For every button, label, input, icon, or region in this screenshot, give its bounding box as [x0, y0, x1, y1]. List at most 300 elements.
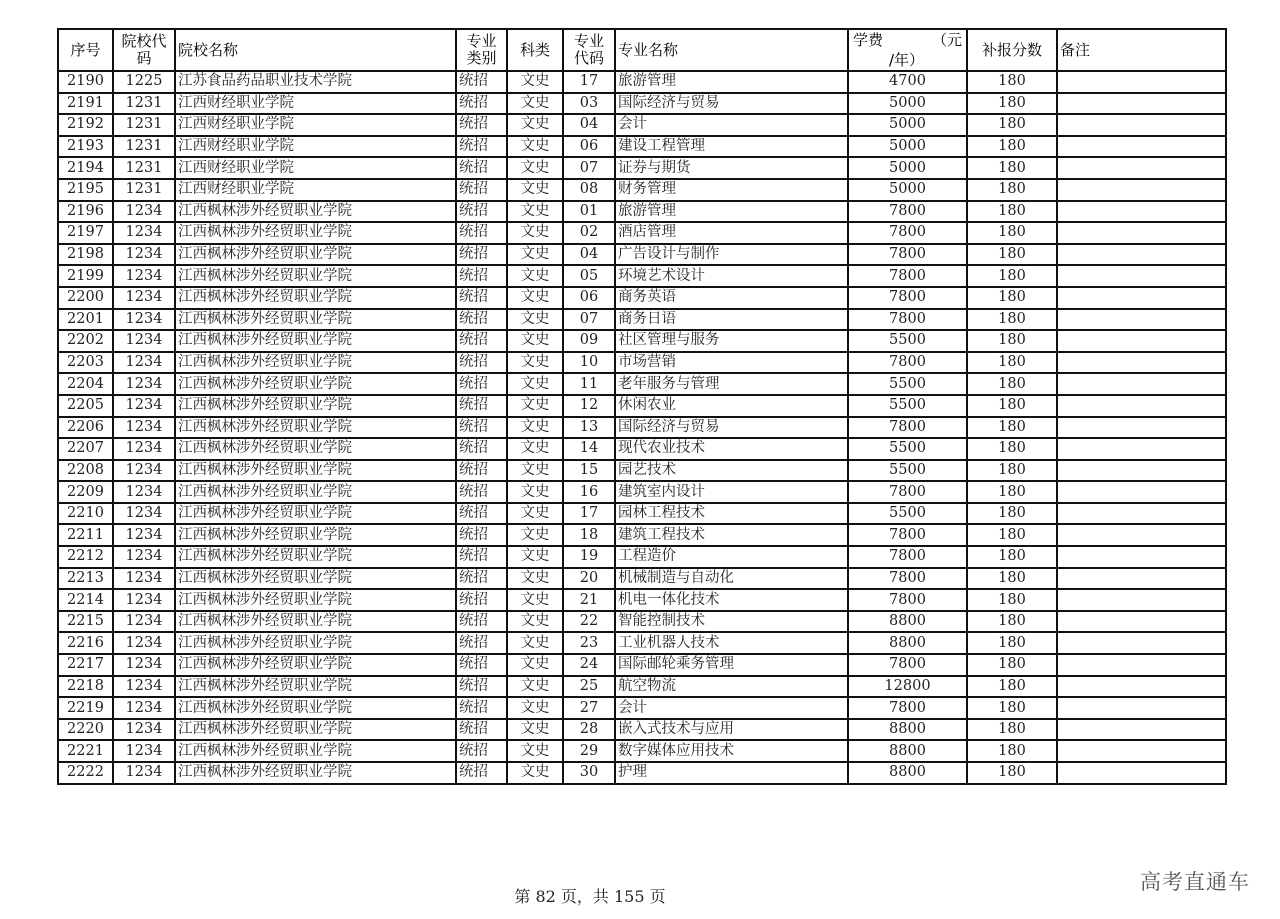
- header-major-code-line2: 代码: [573, 49, 604, 67]
- cell-notes: [1057, 330, 1226, 352]
- cell-school-code: 1234: [113, 762, 175, 784]
- cell-major-type: 统招: [456, 309, 507, 331]
- cell-subject: 文史: [507, 503, 563, 525]
- cell-seq: 2217: [58, 654, 113, 676]
- cell-subject: 文史: [507, 524, 563, 546]
- cell-score: 180: [967, 503, 1057, 525]
- cell-subject: 文史: [507, 589, 563, 611]
- cell-major-code: 30: [563, 762, 615, 784]
- cell-major-type: 统招: [456, 524, 507, 546]
- cell-notes: [1057, 611, 1226, 633]
- cell-score: 180: [967, 654, 1057, 676]
- table-row: [58, 71, 1226, 93]
- cell-notes: [1057, 352, 1226, 374]
- cell-score: 180: [967, 417, 1057, 439]
- cell-notes: [1057, 546, 1226, 568]
- cell-subject: 文史: [507, 417, 563, 439]
- cell-school-name: 江西枫林涉外经贸职业学院: [175, 762, 456, 784]
- cell-school-code: 1234: [113, 287, 175, 309]
- cell-major-code: 07: [563, 309, 615, 331]
- cell-school-code: 1234: [113, 676, 175, 698]
- cell-seq: 2194: [58, 157, 113, 179]
- cell-school-name: 江西枫林涉外经贸职业学院: [175, 568, 456, 590]
- cell-notes: [1057, 201, 1226, 223]
- cell-score: 180: [967, 546, 1057, 568]
- cell-score: 180: [967, 697, 1057, 719]
- cell-school-name: 江苏食品药品职业技术学院: [175, 71, 456, 93]
- page-number: 第 82 页，共 155 页: [514, 887, 666, 906]
- header-subject: [507, 29, 563, 71]
- cell-score: 180: [967, 352, 1057, 374]
- cell-school-name: 江西枫林涉外经贸职业学院: [175, 524, 456, 546]
- cell-seq: 2210: [58, 503, 113, 525]
- header-major-code-line1: 专业: [573, 32, 604, 50]
- cell-seq: 2216: [58, 632, 113, 654]
- cell-seq: 2208: [58, 460, 113, 482]
- cell-fee: 7800: [848, 244, 967, 266]
- watermark: 高考直通车: [1140, 870, 1250, 894]
- cell-notes: [1057, 740, 1226, 762]
- cell-major-code: 04: [563, 244, 615, 266]
- cell-seq: 2198: [58, 244, 113, 266]
- cell-subject: 文史: [507, 136, 563, 158]
- cell-fee: 5500: [848, 438, 967, 460]
- cell-school-name: 江西枫林涉外经贸职业学院: [175, 222, 456, 244]
- cell-notes: [1057, 222, 1226, 244]
- header-notes-label: 备注: [1060, 40, 1091, 59]
- header-school-name-label: 院校名称: [178, 40, 239, 59]
- cell-subject: 文史: [507, 287, 563, 309]
- cell-major-type: 统招: [456, 395, 507, 417]
- header-school-code-line2: 码: [136, 49, 152, 67]
- cell-subject: 文史: [507, 265, 563, 287]
- cell-major-type: 统招: [456, 719, 507, 741]
- cell-score: 180: [967, 438, 1057, 460]
- cell-major-name: 智能控制技术: [615, 611, 848, 633]
- cell-school-code: 1234: [113, 546, 175, 568]
- cell-notes: [1057, 244, 1226, 266]
- cell-notes: [1057, 719, 1226, 741]
- cell-fee: 8800: [848, 762, 967, 784]
- header-fee-unit: （元: [931, 31, 962, 49]
- header-major-name: [615, 29, 848, 71]
- cell-seq: 2195: [58, 179, 113, 201]
- cell-notes: [1057, 265, 1226, 287]
- cell-score: 180: [967, 93, 1057, 115]
- cell-score: 180: [967, 244, 1057, 266]
- table-row: [58, 503, 1226, 525]
- table-row: [58, 460, 1226, 482]
- cell-subject: 文史: [507, 632, 563, 654]
- cell-notes: [1057, 697, 1226, 719]
- cell-score: 180: [967, 395, 1057, 417]
- cell-notes: [1057, 417, 1226, 439]
- cell-score: 180: [967, 71, 1057, 93]
- cell-subject: 文史: [507, 309, 563, 331]
- cell-school-name: 江西枫林涉外经贸职业学院: [175, 417, 456, 439]
- table-row: [58, 136, 1226, 158]
- table-row: [58, 244, 1226, 266]
- cell-major-name: 护理: [615, 762, 848, 784]
- cell-score: 180: [967, 740, 1057, 762]
- cell-fee: 5500: [848, 460, 967, 482]
- cell-notes: [1057, 71, 1226, 93]
- cell-score: 180: [967, 222, 1057, 244]
- cell-major-code: 20: [563, 568, 615, 590]
- cell-major-code: 01: [563, 201, 615, 223]
- cell-notes: [1057, 309, 1226, 331]
- header-notes: [1057, 29, 1226, 71]
- cell-fee: 5000: [848, 179, 967, 201]
- cell-notes: [1057, 114, 1226, 136]
- cell-major-name: 工业机器人技术: [615, 632, 848, 654]
- cell-major-type: 统招: [456, 71, 507, 93]
- cell-major-type: 统招: [456, 438, 507, 460]
- cell-school-name: 江西枫林涉外经贸职业学院: [175, 265, 456, 287]
- cell-major-type: 统招: [456, 157, 507, 179]
- cell-subject: 文史: [507, 546, 563, 568]
- table-row: [58, 589, 1226, 611]
- cell-major-name: 数字媒体应用技术: [615, 740, 848, 762]
- cell-major-code: 21: [563, 589, 615, 611]
- cell-major-code: 22: [563, 611, 615, 633]
- cell-major-code: 18: [563, 524, 615, 546]
- cell-seq: 2192: [58, 114, 113, 136]
- cell-subject: 文史: [507, 762, 563, 784]
- cell-major-code: 24: [563, 654, 615, 676]
- cell-school-code: 1234: [113, 589, 175, 611]
- cell-school-code: 1234: [113, 740, 175, 762]
- table-row: [58, 287, 1226, 309]
- cell-score: 180: [967, 114, 1057, 136]
- cell-major-name: 建筑工程技术: [615, 524, 848, 546]
- cell-fee: 7800: [848, 654, 967, 676]
- cell-subject: 文史: [507, 697, 563, 719]
- cell-school-name: 江西枫林涉外经贸职业学院: [175, 201, 456, 223]
- cell-subject: 文史: [507, 719, 563, 741]
- header-school-code: [113, 29, 175, 71]
- cell-major-type: 统招: [456, 330, 507, 352]
- cell-school-name: 江西枫林涉外经贸职业学院: [175, 740, 456, 762]
- table-row: [58, 654, 1226, 676]
- cell-major-name: 休闲农业: [615, 395, 848, 417]
- cell-school-code: 1231: [113, 114, 175, 136]
- cell-fee: 5500: [848, 330, 967, 352]
- cell-seq: 2219: [58, 697, 113, 719]
- cell-notes: [1057, 395, 1226, 417]
- cell-school-code: 1231: [113, 157, 175, 179]
- cell-school-name: 江西枫林涉外经贸职业学院: [175, 395, 456, 417]
- cell-score: 180: [967, 265, 1057, 287]
- cell-school-name: 江西枫林涉外经贸职业学院: [175, 676, 456, 698]
- table-row: [58, 719, 1226, 741]
- cell-school-code: 1234: [113, 524, 175, 546]
- cell-major-type: 统招: [456, 179, 507, 201]
- table-row: [58, 222, 1226, 244]
- table-row: [58, 179, 1226, 201]
- cell-major-type: 统招: [456, 481, 507, 503]
- cell-notes: [1057, 438, 1226, 460]
- cell-notes: [1057, 654, 1226, 676]
- cell-major-code: 08: [563, 179, 615, 201]
- header-school-name: [175, 29, 456, 71]
- cell-fee: 5000: [848, 157, 967, 179]
- cell-subject: 文史: [507, 157, 563, 179]
- cell-major-type: 统招: [456, 568, 507, 590]
- cell-notes: [1057, 568, 1226, 590]
- cell-seq: 2203: [58, 352, 113, 374]
- cell-fee: 5000: [848, 114, 967, 136]
- cell-school-code: 1234: [113, 352, 175, 374]
- table-body: [58, 71, 1226, 784]
- cell-seq: 2191: [58, 93, 113, 115]
- cell-school-code: 1234: [113, 201, 175, 223]
- cell-major-code: 09: [563, 330, 615, 352]
- cell-school-code: 1234: [113, 373, 175, 395]
- cell-school-code: 1234: [113, 632, 175, 654]
- cell-major-name: 证券与期货: [615, 157, 848, 179]
- cell-subject: 文史: [507, 611, 563, 633]
- cell-major-name: 老年服务与管理: [615, 373, 848, 395]
- cell-subject: 文史: [507, 114, 563, 136]
- cell-school-code: 1234: [113, 309, 175, 331]
- cell-major-type: 统招: [456, 503, 507, 525]
- cell-notes: [1057, 762, 1226, 784]
- cell-major-name: 商务英语: [615, 287, 848, 309]
- table-row: [58, 524, 1226, 546]
- table-row: [58, 546, 1226, 568]
- table-row: [58, 568, 1226, 590]
- cell-major-name: 旅游管理: [615, 71, 848, 93]
- table-row: [58, 352, 1226, 374]
- cell-school-name: 江西枫林涉外经贸职业学院: [175, 244, 456, 266]
- cell-major-name: 机电一体化技术: [615, 589, 848, 611]
- table-row: [58, 740, 1226, 762]
- cell-major-name: 建设工程管理: [615, 136, 848, 158]
- cell-major-name: 会计: [615, 697, 848, 719]
- cell-major-code: 15: [563, 460, 615, 482]
- cell-notes: [1057, 136, 1226, 158]
- cell-fee: 5500: [848, 503, 967, 525]
- cell-fee: 5500: [848, 395, 967, 417]
- cell-school-code: 1234: [113, 697, 175, 719]
- cell-seq: 2207: [58, 438, 113, 460]
- table-row: [58, 265, 1226, 287]
- cell-score: 180: [967, 201, 1057, 223]
- cell-school-name: 江西枫林涉外经贸职业学院: [175, 309, 456, 331]
- cell-seq: 2197: [58, 222, 113, 244]
- cell-school-name: 江西枫林涉外经贸职业学院: [175, 719, 456, 741]
- cell-school-name: 江西枫林涉外经贸职业学院: [175, 546, 456, 568]
- cell-score: 180: [967, 309, 1057, 331]
- cell-fee: 5500: [848, 373, 967, 395]
- header-seq-label: 序号: [70, 40, 101, 59]
- cell-school-code: 1234: [113, 265, 175, 287]
- cell-seq: 2211: [58, 524, 113, 546]
- cell-notes: [1057, 676, 1226, 698]
- cell-school-name: 江西枫林涉外经贸职业学院: [175, 654, 456, 676]
- cell-major-type: 统招: [456, 201, 507, 223]
- cell-major-name: 园艺技术: [615, 460, 848, 482]
- table-row: [58, 395, 1226, 417]
- cell-school-name: 江西枫林涉外经贸职业学院: [175, 287, 456, 309]
- cell-fee: 7800: [848, 568, 967, 590]
- cell-score: 180: [967, 611, 1057, 633]
- header-fee-line1: 学费: [853, 31, 884, 49]
- cell-major-type: 统招: [456, 417, 507, 439]
- cell-major-name: 国际经济与贸易: [615, 417, 848, 439]
- cell-major-code: 28: [563, 719, 615, 741]
- cell-fee: 7800: [848, 417, 967, 439]
- cell-seq: 2201: [58, 309, 113, 331]
- cell-school-code: 1234: [113, 503, 175, 525]
- cell-school-name: 江西枫林涉外经贸职业学院: [175, 330, 456, 352]
- cell-notes: [1057, 460, 1226, 482]
- cell-school-code: 1234: [113, 438, 175, 460]
- cell-major-type: 统招: [456, 632, 507, 654]
- header-major-type: [456, 29, 507, 71]
- cell-notes: [1057, 632, 1226, 654]
- cell-major-code: 11: [563, 373, 615, 395]
- cell-school-code: 1234: [113, 244, 175, 266]
- cell-score: 180: [967, 589, 1057, 611]
- cell-score: 180: [967, 136, 1057, 158]
- cell-subject: 文史: [507, 395, 563, 417]
- table-row: [58, 697, 1226, 719]
- cell-fee: 7800: [848, 697, 967, 719]
- cell-subject: 文史: [507, 179, 563, 201]
- table-row: [58, 114, 1226, 136]
- cell-major-type: 统招: [456, 740, 507, 762]
- cell-subject: 文史: [507, 568, 563, 590]
- cell-major-code: 14: [563, 438, 615, 460]
- cell-major-type: 统招: [456, 244, 507, 266]
- cell-school-name: 江西枫林涉外经贸职业学院: [175, 503, 456, 525]
- cell-major-code: 17: [563, 503, 615, 525]
- cell-subject: 文史: [507, 93, 563, 115]
- cell-school-name: 江西枫林涉外经贸职业学院: [175, 632, 456, 654]
- cell-fee: 8800: [848, 740, 967, 762]
- cell-major-code: 17: [563, 71, 615, 93]
- table-row: [58, 762, 1226, 784]
- cell-major-name: 嵌入式技术与应用: [615, 719, 848, 741]
- cell-seq: 2213: [58, 568, 113, 590]
- cell-subject: 文史: [507, 654, 563, 676]
- cell-seq: 2215: [58, 611, 113, 633]
- cell-seq: 2209: [58, 481, 113, 503]
- cell-subject: 文史: [507, 222, 563, 244]
- cell-score: 180: [967, 157, 1057, 179]
- cell-major-code: 07: [563, 157, 615, 179]
- cell-major-code: 02: [563, 222, 615, 244]
- cell-fee: 7800: [848, 481, 967, 503]
- cell-major-name: 园林工程技术: [615, 503, 848, 525]
- cell-school-name: 江西枫林涉外经贸职业学院: [175, 352, 456, 374]
- cell-major-name: 会计: [615, 114, 848, 136]
- cell-school-name: 江西枫林涉外经贸职业学院: [175, 611, 456, 633]
- cell-score: 180: [967, 676, 1057, 698]
- cell-seq: 2218: [58, 676, 113, 698]
- header-major-type-line2: 类别: [466, 49, 497, 67]
- cell-seq: 2205: [58, 395, 113, 417]
- cell-score: 180: [967, 568, 1057, 590]
- cell-fee: 7800: [848, 546, 967, 568]
- cell-notes: [1057, 93, 1226, 115]
- cell-seq: 2204: [58, 373, 113, 395]
- cell-school-code: 1234: [113, 222, 175, 244]
- cell-school-name: 江西财经职业学院: [175, 136, 456, 158]
- cell-fee: 4700: [848, 71, 967, 93]
- cell-school-name: 江西枫林涉外经贸职业学院: [175, 460, 456, 482]
- cell-major-code: 12: [563, 395, 615, 417]
- cell-fee: 8800: [848, 611, 967, 633]
- cell-major-name: 国际邮轮乘务管理: [615, 654, 848, 676]
- cell-seq: 2222: [58, 762, 113, 784]
- cell-seq: 2190: [58, 71, 113, 93]
- cell-major-code: 06: [563, 287, 615, 309]
- cell-major-code: 04: [563, 114, 615, 136]
- cell-school-code: 1234: [113, 654, 175, 676]
- cell-major-type: 统招: [456, 676, 507, 698]
- cell-subject: 文史: [507, 330, 563, 352]
- cell-major-type: 统招: [456, 654, 507, 676]
- cell-fee: 12800: [848, 676, 967, 698]
- cell-major-type: 统招: [456, 136, 507, 158]
- cell-major-type: 统招: [456, 93, 507, 115]
- cell-major-code: 25: [563, 676, 615, 698]
- cell-school-name: 江西财经职业学院: [175, 93, 456, 115]
- cell-fee: 5000: [848, 93, 967, 115]
- cell-notes: [1057, 287, 1226, 309]
- table-row: [58, 611, 1226, 633]
- cell-subject: 文史: [507, 201, 563, 223]
- header-major-code: [563, 29, 615, 71]
- cell-school-code: 1231: [113, 179, 175, 201]
- cell-score: 180: [967, 719, 1057, 741]
- cell-fee: 7800: [848, 287, 967, 309]
- table-row: [58, 632, 1226, 654]
- cell-school-code: 1234: [113, 395, 175, 417]
- cell-major-code: 19: [563, 546, 615, 568]
- cell-major-code: 03: [563, 93, 615, 115]
- header-seq: [58, 29, 113, 71]
- cell-major-name: 工程造价: [615, 546, 848, 568]
- cell-fee: 7800: [848, 222, 967, 244]
- cell-school-code: 1234: [113, 481, 175, 503]
- cell-major-type: 统招: [456, 460, 507, 482]
- cell-major-type: 统招: [456, 611, 507, 633]
- cell-fee: 8800: [848, 632, 967, 654]
- cell-major-name: 航空物流: [615, 676, 848, 698]
- header-major-name-label: 专业名称: [618, 40, 679, 59]
- cell-major-name: 环境艺术设计: [615, 265, 848, 287]
- cell-major-name: 广告设计与制作: [615, 244, 848, 266]
- table-row: [58, 93, 1226, 115]
- header-score-label: 补报分数: [981, 40, 1042, 59]
- table-row: [58, 481, 1226, 503]
- cell-school-code: 1234: [113, 611, 175, 633]
- cell-school-name: 江西财经职业学院: [175, 179, 456, 201]
- cell-major-code: 29: [563, 740, 615, 762]
- cell-school-name: 江西枫林涉外经贸职业学院: [175, 481, 456, 503]
- cell-major-name: 酒店管理: [615, 222, 848, 244]
- cell-major-code: 23: [563, 632, 615, 654]
- cell-major-code: 16: [563, 481, 615, 503]
- cell-major-name: 财务管理: [615, 179, 848, 201]
- header-fee-line2: /年）: [889, 51, 925, 69]
- cell-major-type: 统招: [456, 222, 507, 244]
- cell-notes: [1057, 589, 1226, 611]
